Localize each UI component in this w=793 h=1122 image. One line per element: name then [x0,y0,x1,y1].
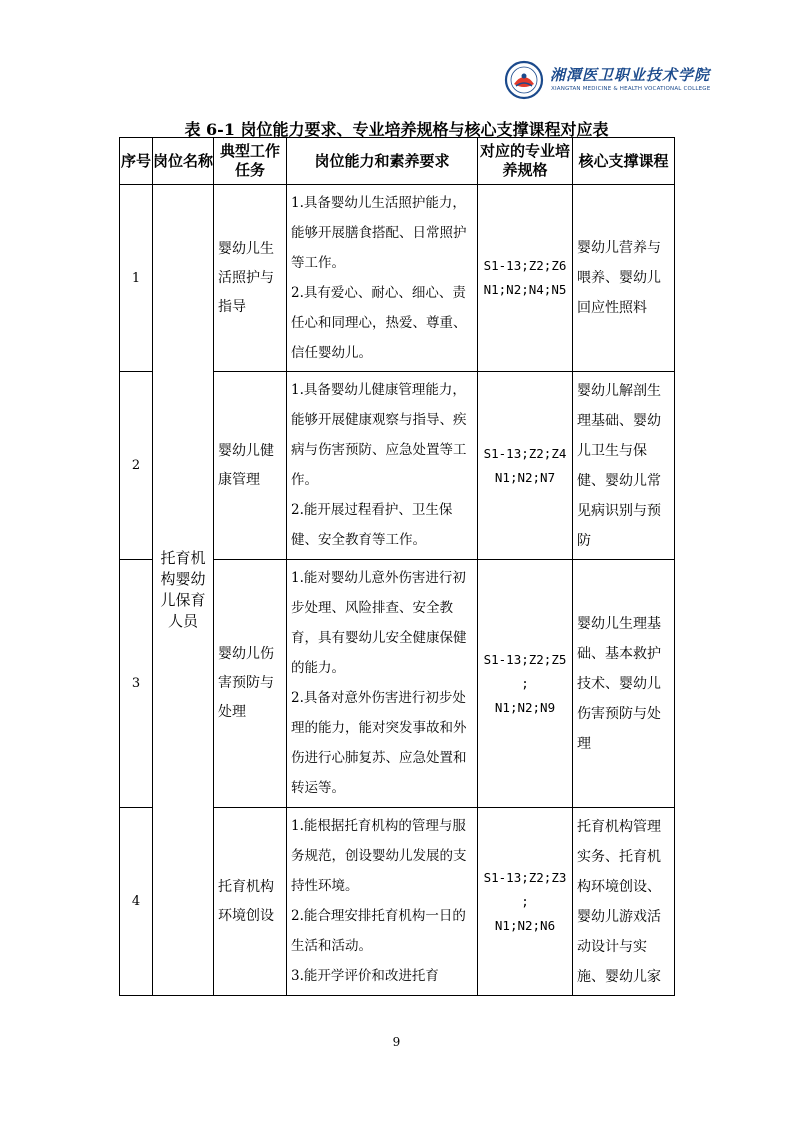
row-seq: 1 [120,185,153,372]
college-logo [502,56,711,106]
row-seq: 3 [120,560,153,808]
row-abilities [287,560,478,808]
spec-line: ; [521,893,529,909]
spec-line: S1-13;Z2;Z5 [483,651,567,667]
ability-item: 1.具备婴幼儿健康管理能力，能够开展健康观察与指导、疾病与伤害预防、应急处置等工作。 [291,382,467,488]
col-header-post: 岗位名称 [153,138,214,185]
ability-item: 2.具有爱心、耐心、细心、责任心和同理心，热爱、尊重、信任婴幼儿。 [291,285,467,361]
row-spec [478,560,573,808]
table-header-row [120,138,675,185]
row-seq: 4 [120,808,153,996]
logo-chinese-name: 湘潭医卫职业技术学院 [550,66,711,84]
row-seq: 2 [120,372,153,560]
spec-line: S1-13;Z2;Z3 [483,869,567,885]
post-name-cell: 托育机构婴幼儿保育人员 [153,185,214,996]
ability-item: 1.能对婴幼儿意外伤害进行初步处理、风险排查、安全教育，具有婴幼儿安全健康保健的能力。 [291,570,467,676]
ability-item: 2.能开展过程看护、卫生保健、安全教育等工作。 [291,502,453,548]
ability-item: 1.具备婴幼儿生活照护能力，能够开展膳食搭配、日常照护等工作。 [291,195,467,271]
ability-item: 3.能开学评价和改进托育 [291,968,439,984]
row-course: 婴幼儿生理基础、基本救护技术、婴幼儿伤害预防与处理 [573,560,675,808]
spec-line: N1;N2;N9 [494,699,556,715]
row-course: 婴幼儿解剖生理基础、婴幼儿卫生与保健、婴幼儿常见病识别与预防 [573,372,675,560]
table-title: 表 6-1 岗位能力要求、专业培养规格与核心支撑课程对应表 [184,120,609,139]
col-header-task: 典型工作任务 [214,138,287,185]
row-spec [478,372,573,560]
row-course: 婴幼儿营养与喂养、婴幼儿回应性照料 [573,185,675,372]
row-task: 婴幼儿健康管理 [214,372,287,560]
spec-line: ; [521,675,529,691]
row-course: 托育机构管理实务、托育机构环境创设、婴幼儿游戏活动设计与实施、婴幼儿家 [573,808,675,996]
spec-line: S1-13;Z2;Z6 [483,258,567,273]
college-emblem-icon [504,60,544,100]
spec-line: N1;N2;N4;N5 [483,282,567,297]
row-task: 婴幼儿伤害预防与处理 [214,560,287,808]
ability-item: 2.能合理安排托育机构一日的生活和活动。 [291,908,466,954]
ability-item: 1.能根据托育机构的管理与服务规范，创设婴幼儿发展的支持性环境。 [291,818,467,894]
spec-line: S1-13;Z2;Z4 [483,445,567,461]
col-header-seq: 序号 [120,138,153,185]
row-task: 托育机构环境创设 [214,808,287,996]
row-spec [478,185,573,372]
row-abilities [287,185,478,372]
row-abilities [287,808,478,996]
table-row [120,185,675,372]
page-number: 9 [392,1035,401,1049]
logo-english-name: XIANGTAN MEDICINE & HEALTH VOCATIONAL COLLEGE [551,86,711,92]
competency-table [119,137,675,996]
row-abilities [287,372,478,560]
spec-line: N1;N2;N6 [494,917,556,933]
col-header-spec: 对应的专业培养规格 [478,138,573,185]
col-header-course: 核心支撑课程 [573,138,675,185]
spec-line: N1;N2;N7 [494,469,556,485]
ability-item: 2.具备对意外伤害进行初步处理的能力，能对突发事故和外伤进行心肺复苏、应急处置和转运等。 [291,690,467,796]
row-spec [478,808,573,996]
row-task: 婴幼儿生活照护与指导 [214,185,287,372]
col-header-ability: 岗位能力和素养要求 [287,138,478,185]
